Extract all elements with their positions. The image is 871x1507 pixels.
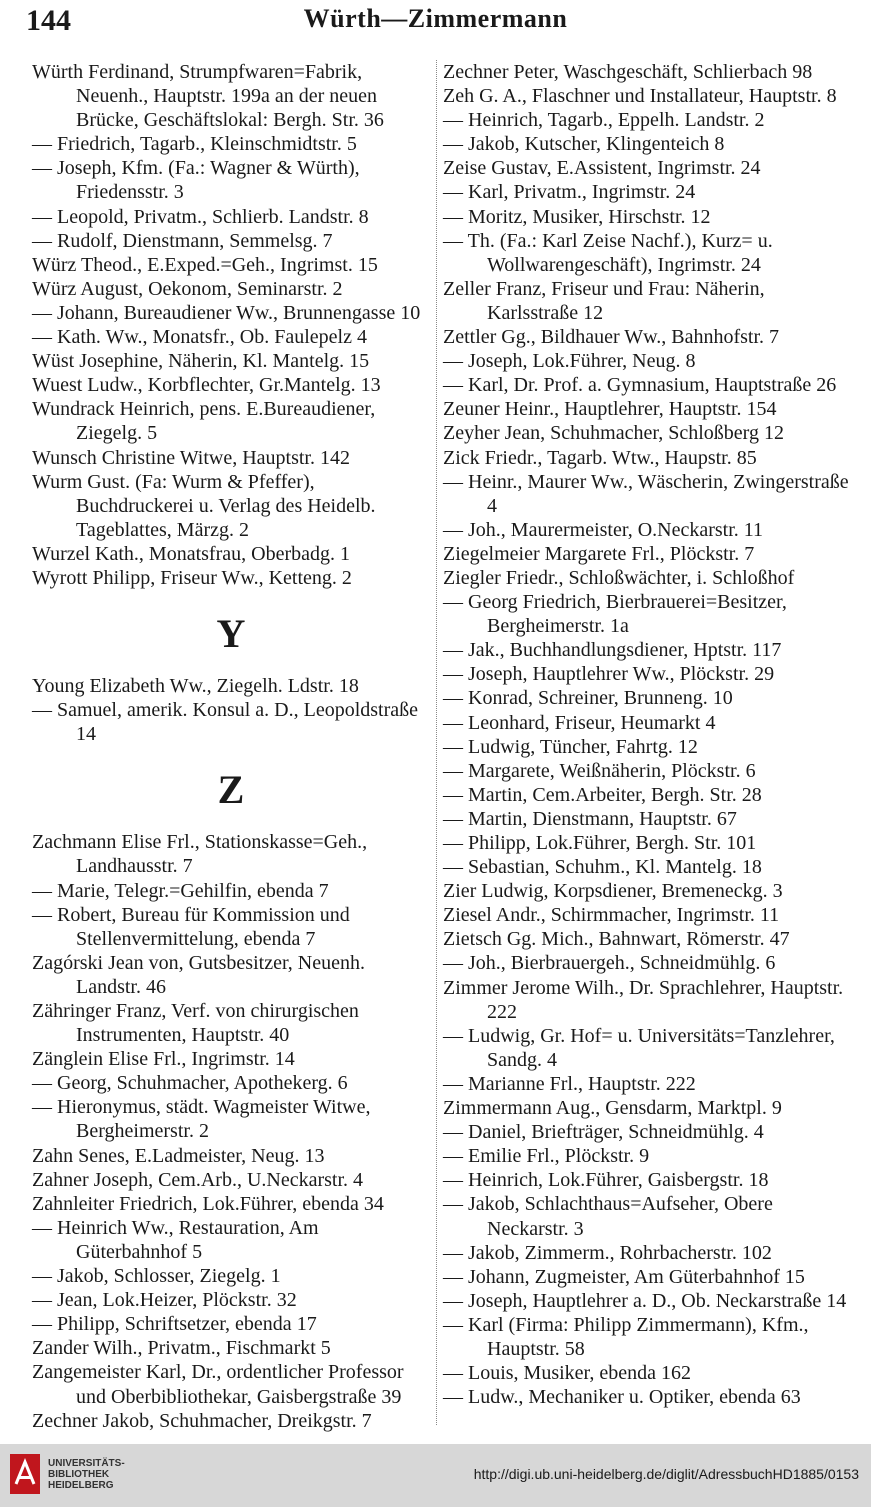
directory-entry: Zier Ludwig, Korpsdiener, Bremeneckg. 3	[443, 880, 783, 903]
directory-entry: — Heinrich Ww., Restauration, Am Güterbahnhof 5	[32, 1216, 324, 1263]
directory-entry: Wunsch Christine Witwe, Hauptstr. 142	[32, 446, 350, 469]
directory-entry: Zeller Franz, Friseur und Frau: Näherin, Karlsstraße 12	[443, 277, 770, 324]
directory-entry: — Leonhard, Friseur, Heumarkt 4	[443, 711, 716, 734]
directory-entry: — Johann, Bureaudiener Ww., Brunnengasse 10	[32, 301, 421, 324]
directory-entry: — Joseph, Hauptlehrer a. D., Ob. Neckarstraße 14	[443, 1289, 847, 1312]
directory-entry: Zechner Peter, Waschgeschäft, Schlierbach 98	[443, 61, 813, 83]
directory-entry: Ziegler Friedr., Schloßwächter, i. Schloßhof	[443, 566, 795, 589]
directory-entry: — Martin, Dienstmann, Hauptstr. 67	[443, 807, 737, 830]
directory-entry: — Jean, Lok.Heizer, Plöckstr. 32	[32, 1289, 297, 1312]
directory-entry: — Jakob, Kutscher, Klingenteich 8	[443, 133, 725, 156]
directory-entry: — Ludwig, Gr. Hof= u. Universitäts=Tanzlehrer, Sandg. 4	[443, 1024, 840, 1071]
directory-entry: — Martin, Cem.Arbeiter, Bergh. Str. 28	[443, 783, 762, 806]
directory-entry: Zachmann Elise Frl., Stationskasse=Geh., Landhausstr. 7	[32, 831, 373, 878]
directory-entry: — Robert, Bureau für Kommission und Stellenvermittelung, ebenda 7	[32, 903, 355, 950]
directory-entry: Zander Wilh., Privatm., Fischmarkt 5	[32, 1337, 331, 1360]
directory-entry: Wurzel Kath., Monatsfrau, Oberbadg. 1	[32, 542, 350, 565]
directory-entry: — Hieronymus, städt. Wagmeister Witwe, Bergheimerstr. 2	[32, 1096, 376, 1143]
directory-entry: — Jakob, Schlosser, Ziegelg. 1	[32, 1265, 281, 1288]
directory-entry: — Jak., Buchhandlungsdiener, Hptstr. 117	[443, 639, 782, 662]
directory-entry: Würz Theod., E.Exped.=Geh., Ingrimst. 15	[32, 253, 378, 276]
directory-entry: Zeise Gustav, E.Assistent, Ingrimstr. 24	[443, 157, 761, 180]
directory-entry: — Louis, Musiker, ebenda 162	[443, 1362, 692, 1385]
directory-entry: — Daniel, Briefträger, Schneidmühlg. 4	[443, 1121, 764, 1144]
directory-entry: Ziegelmeier Margarete Frl., Plöckstr. 7	[443, 542, 755, 565]
directory-entry: — Joseph, Kfm. (Fa.: Wagner & Würth), Friedensstr. 3	[32, 157, 365, 204]
library-name-line: BIBLIOTHEK	[48, 1469, 110, 1480]
directory-entry: — Sebastian, Schuhm., Kl. Mantelg. 18	[443, 856, 762, 879]
directory-entry: Zangemeister Karl, Dr., ordentlicher Professor und Oberbibliothekar, Gaisbergstraße 39	[32, 1361, 409, 1408]
directory-entry: Zähringer Franz, Verf. von chirurgischen Instrumenten, Hauptstr. 40	[32, 1000, 364, 1047]
directory-entry: Zeyher Jean, Schuhmacher, Schloßberg 12	[443, 422, 784, 445]
directory-entry: Zahnleiter Friedrich, Lok.Führer, ebenda 34	[32, 1192, 384, 1215]
directory-entry: Zänglein Elise Frl., Ingrimstr. 14	[32, 1048, 295, 1071]
directory-entry: — Ludw., Mechaniker u. Optiker, ebenda 63	[443, 1386, 801, 1409]
directory-entry: Zettler Gg., Bildhauer Ww., Bahnhofstr. 7	[443, 326, 780, 349]
directory-entry: — Heinrich, Tagarb., Eppelh. Landstr. 2	[443, 109, 765, 132]
directory-entry: Zahner Joseph, Cem.Arb., U.Neckarstr. 4	[32, 1168, 364, 1191]
directory-entry: — Philipp, Lok.Führer, Bergh. Str. 101	[443, 832, 757, 854]
entries-z	[32, 830, 430, 1432]
directory-entry: Wüst Josephine, Näherin, Kl. Mantelg. 15	[32, 350, 370, 373]
directory-entry: — Kath. Ww., Monatsfr., Ob. Faulepelz 4	[32, 326, 367, 349]
directory-entry: — Konrad, Schreiner, Brunneng. 10	[443, 687, 733, 710]
section-letter-z: Z	[217, 767, 245, 813]
directory-entry: — Heinr., Maurer Ww., Wäscherin, Zwingerstraße 4	[443, 470, 854, 517]
directory-entry: Zahn Senes, E.Ladmeister, Neug. 13	[32, 1144, 325, 1167]
directory-entry: — Marianne Frl., Hauptstr. 222	[443, 1072, 696, 1095]
directory-entry: — Joseph, Hauptlehrer Ww., Plöckstr. 29	[443, 663, 775, 686]
directory-entry: Würz August, Oekonom, Seminarstr. 2	[32, 277, 343, 300]
directory-entry: — Joh., Bierbrauergeh., Schneidmühlg. 6	[443, 952, 776, 975]
directory-entry: Wuest Ludw., Korbflechter, Gr.Mantelg. 13	[32, 374, 381, 397]
page-header	[0, 0, 871, 44]
directory-entry: — Ludwig, Tüncher, Fahrtg. 12	[443, 735, 698, 758]
directory-entry: Wurm Gust. (Fa: Wurm & Pfeffer), Buchdruckerei u. Verlag des Heidelb. Tageblattes, Märzg. 2	[32, 470, 381, 541]
right-column	[443, 60, 854, 1409]
directory-entry: — Emilie Frl., Plöckstr. 9	[443, 1145, 650, 1168]
entries-z-continued	[443, 60, 854, 1409]
entries-w	[32, 60, 430, 590]
directory-entry: Zeh G. A., Flaschner und Installateur, Hauptstr. 8	[443, 85, 837, 108]
directory-entry: — Karl (Firma: Philipp Zimmermann), Kfm., Hauptstr. 58	[443, 1313, 814, 1360]
directory-entry: — Leopold, Privatm., Schlierb. Landstr. 8	[32, 205, 369, 228]
directory-entry: — Georg Friedrich, Bierbrauerei=Besitzer, Bergheimerstr. 1a	[443, 591, 792, 638]
entries-y	[32, 674, 430, 746]
running-head: Würth—Zimmermann	[303, 4, 568, 33]
directory-entry: — Margarete, Weißnäherin, Plöckstr. 6	[443, 759, 756, 782]
directory-entry: — Moritz, Musiker, Hirschstr. 12	[443, 205, 711, 228]
directory-entry: Ziesel Andr., Schirmmacher, Ingrimstr. 11	[443, 904, 780, 927]
footer-bar	[0, 1444, 871, 1507]
directory-entry: — Johann, Zugmeister, Am Güterbahnhof 15	[443, 1265, 805, 1288]
page-number: 144	[26, 4, 71, 37]
column-divider	[436, 60, 438, 1425]
directory-entry: Zick Friedr., Tagarb. Wtw., Haupstr. 85	[443, 446, 757, 469]
directory-entry: Zietsch Gg. Mich., Bahnwart, Römerstr. 47	[443, 928, 790, 951]
directory-entry: — Heinrich, Lok.Führer, Gaisbergstr. 18	[443, 1169, 769, 1192]
directory-entry: — Jakob, Schlachthaus=Aufseher, Obere Neckarstr. 3	[443, 1193, 778, 1240]
directory-entry: — Karl, Privatm., Ingrimstr. 24	[443, 181, 696, 204]
directory-entry: Wundrack Heinrich, pens. E.Bureaudiener, Ziegelg. 5	[32, 398, 381, 445]
directory-entry: Wyrott Philipp, Friseur Ww., Ketteng. 2	[32, 566, 352, 589]
library-name-line: UNIVERSITÄTS-	[48, 1458, 125, 1469]
source-url[interactable]: http://digi.ub.uni-heidelberg.de/diglit/AdressbuchHD1885/0153	[473, 1466, 859, 1482]
directory-entry: — Joseph, Lok.Führer, Neug. 8	[443, 350, 696, 373]
directory-entry: Würth Ferdinand, Strumpfwaren=Fabrik, Neuenh., Hauptstr. 199a an der neuen Brücke, Geschäftslokal: Bergh. Str. 36	[32, 61, 384, 132]
directory-entry: Zimmer Jerome Wilh., Dr. Sprachlehrer, Hauptstr. 222	[443, 976, 849, 1023]
directory-entry: Zagórski Jean von, Gutsbesitzer, Neuenh. Landstr. 46	[32, 951, 370, 998]
library-name-line: HEIDELBERG	[48, 1480, 114, 1491]
directory-entry: Young Elizabeth Ww., Ziegelh. Ldstr. 18	[32, 675, 359, 698]
directory-entry: — Karl, Dr. Prof. a. Gymnasium, Hauptstraße 26	[443, 374, 837, 397]
directory-entry: — Joh., Maurermeister, O.Neckarstr. 11	[443, 518, 764, 541]
section-letter-y: Y	[216, 611, 246, 657]
library-logo-icon	[10, 1454, 40, 1494]
directory-entry: — Samuel, amerik. Konsul a. D., Leopoldstraße 14	[32, 699, 424, 746]
directory-entry: Zechner Jakob, Schuhmacher, Dreikgstr. 7	[32, 1409, 372, 1432]
left-column	[32, 60, 430, 1433]
directory-entry: — Georg, Schuhmacher, Apothekerg. 6	[32, 1072, 348, 1095]
directory-entry: — Jakob, Zimmerm., Rohrbacherstr. 102	[443, 1241, 772, 1264]
directory-entry: — Th. (Fa.: Karl Zeise Nachf.), Kurz= u. Wollwarengeschäft), Ingrimstr. 24	[443, 229, 778, 276]
directory-entry: Zeuner Heinr., Hauptlehrer, Hauptstr. 154	[443, 398, 777, 421]
directory-entry: — Marie, Telegr.=Gehilfin, ebenda 7	[32, 879, 329, 902]
directory-entry: — Rudolf, Dienstmann, Semmelsg. 7	[32, 229, 333, 252]
directory-entry: — Philipp, Schriftsetzer, ebenda 17	[32, 1313, 317, 1336]
directory-entry: — Friedrich, Tagarb., Kleinschmidtstr. 5	[32, 133, 357, 156]
library-name	[48, 1458, 125, 1491]
directory-entry: Zimmermann Aug., Gensdarm, Marktpl. 9	[443, 1097, 782, 1120]
